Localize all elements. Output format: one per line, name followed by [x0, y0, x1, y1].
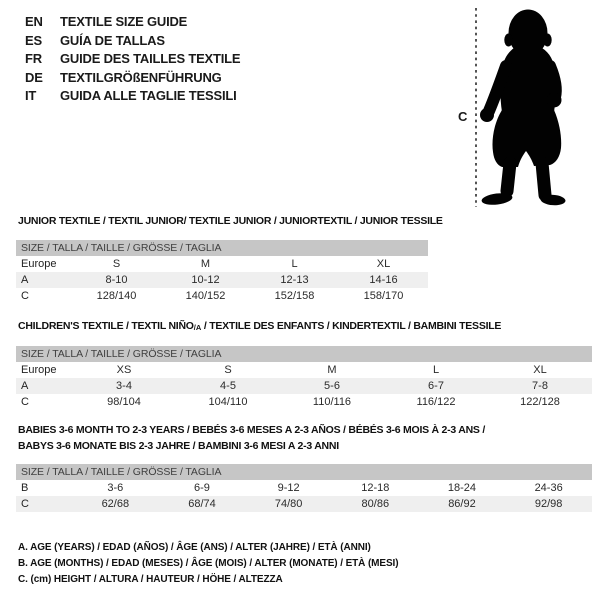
table-row: [16, 394, 592, 410]
value-cell: 74/80: [245, 496, 332, 512]
language-title: GUIDE DES TAILLES TEXTILE: [60, 51, 241, 67]
value-cell: 3-6: [107, 482, 124, 494]
row-label: Europe: [21, 364, 57, 376]
language-title: GUIDA ALLE TAGLIE TESSILI: [60, 88, 237, 104]
value-cell: 7-8: [488, 378, 592, 394]
language-code: EN: [25, 14, 43, 29]
size-table-babies: [16, 464, 592, 512]
footnote-age-years: A. AGE (YEARS) / EDAD (AÑOS) / ÂGE (ANS) / ALTER (JAHRE) / ETÀ (ANNI): [18, 542, 371, 553]
value-cell: 5-6: [280, 378, 384, 394]
value-cell: M: [200, 258, 211, 270]
value-cell: 152/158: [274, 290, 315, 302]
value-cell: 12-18: [361, 482, 390, 494]
section-title-babies: [18, 423, 578, 454]
value-cell: 4-5: [176, 378, 280, 394]
table-row: [16, 480, 592, 496]
value-cell: 140/152: [185, 290, 226, 302]
language-code: IT: [25, 88, 37, 104]
footnote-age-months: B. AGE (MONTHS) / EDAD (MESES) / ÂGE (MOIS) / ALTER (MONATE) / ETÀ (MESI): [18, 558, 399, 570]
section-title-subscript: /A: [193, 323, 202, 332]
value-cell: M: [327, 364, 337, 376]
language-code: ES: [25, 32, 42, 48]
size-header-bar: SIZE / TALLA / TAILLE / GRÖSSE / TAGLIA: [16, 464, 592, 480]
value-cell: S: [224, 364, 232, 376]
value-cell: 6-7: [384, 378, 488, 394]
value-cell: 8-10: [72, 272, 161, 288]
section-title-line1: BABIES 3-6 MONTH TO 2-3 YEARS / BEBÉS 3-6 MESES A 2-3 AÑOS / BÉBÉS 3-6 MOIS À 2-3 ANS /: [18, 424, 486, 436]
value-cell: 14-16: [339, 272, 428, 288]
language-title-list: [25, 13, 240, 106]
section-title-children: [18, 320, 501, 332]
language-title: GUÍA DE TALLAS: [60, 32, 165, 48]
value-cell: XL: [533, 364, 547, 376]
value-cell: 3-4: [72, 378, 176, 394]
language-title: TEXTILGRÖßENFÜHRUNG: [60, 69, 222, 85]
value-cell: 128/140: [96, 290, 137, 302]
value-cell: 62/68: [72, 496, 159, 512]
size-header-row: [16, 464, 592, 480]
section-title-text: / TEXTILE DES ENFANTS / KINDERTEXTIL / BAMBINI TESSILE: [201, 320, 502, 332]
size-table-junior: [16, 240, 428, 304]
value-cell: 68/74: [159, 496, 246, 512]
section-title-junior: JUNIOR TEXTILE / TEXTIL JUNIOR/ TEXTILE JUNIOR / JUNIORTEXTIL / JUNIOR TESSILE: [18, 215, 443, 227]
value-cell: 24-36: [534, 482, 563, 494]
value-cell: L: [432, 364, 440, 376]
value-cell: S: [112, 258, 121, 270]
language-row: [25, 13, 240, 32]
size-header-bar: SIZE / TALLA / TAILLE / GRÖSSE / TAGLIA: [16, 346, 592, 362]
section-title-text: CHILDREN'S TEXTILE / TEXTIL NIÑO: [18, 320, 194, 332]
size-table-children: [16, 346, 592, 410]
size-header-row: [16, 346, 592, 362]
table-row: [16, 272, 428, 288]
row-label: A: [16, 272, 72, 288]
table-row: [16, 378, 592, 394]
value-cell: 10-12: [161, 272, 250, 288]
value-cell: L: [291, 258, 298, 270]
language-row: [25, 69, 240, 88]
language-row: [25, 32, 240, 51]
value-cell: XL: [376, 258, 391, 270]
value-cell: 98/104: [107, 396, 141, 408]
row-label: A: [16, 378, 72, 394]
value-cell: 80/86: [332, 496, 419, 512]
value-cell: 104/110: [208, 396, 248, 408]
size-header-bar: SIZE / TALLA / TAILLE / GRÖSSE / TAGLIA: [16, 240, 428, 256]
value-cell: 9-12: [277, 482, 300, 494]
table-row: [16, 288, 428, 304]
legend-footnotes: [18, 540, 398, 589]
value-cell: 92/98: [505, 496, 592, 512]
footnote-height: C. (cm) HEIGHT / ALTURA / HAUTEUR / HÖHE / ALTEZZA: [18, 574, 283, 586]
value-cell: 122/128: [520, 396, 560, 408]
row-label: B: [21, 482, 29, 494]
baby-silhouette-icon: [480, 10, 566, 207]
size-header-row: [16, 240, 428, 256]
value-cell: 18-24: [447, 482, 477, 494]
value-cell: 116/122: [416, 396, 456, 408]
row-label: C: [16, 496, 72, 512]
language-title: TEXTILE SIZE GUIDE: [60, 14, 188, 29]
language-row: [25, 50, 240, 69]
language-code: DE: [25, 69, 43, 85]
value-cell: 158/170: [363, 290, 404, 302]
language-row: [25, 87, 240, 106]
row-label: Europe: [21, 258, 57, 270]
table-row: [16, 256, 428, 272]
value-cell: 86/92: [419, 496, 506, 512]
section-title-line2: BABYS 3-6 MONATE BIS 2-3 JAHRE / BAMBINI 3-6 MESI A 2-3 ANNI: [18, 439, 339, 452]
language-code: FR: [25, 51, 42, 67]
row-label: C: [21, 396, 29, 408]
table-row: [16, 496, 592, 512]
value-cell: 110/116: [312, 396, 352, 408]
table-row: [16, 362, 592, 378]
value-cell: 12-13: [250, 272, 339, 288]
row-label: C: [21, 290, 29, 302]
height-marker-label: C: [458, 109, 468, 124]
baby-silhouette-figure: [450, 0, 600, 212]
value-cell: 6-9: [194, 482, 210, 494]
value-cell: XS: [116, 364, 132, 376]
